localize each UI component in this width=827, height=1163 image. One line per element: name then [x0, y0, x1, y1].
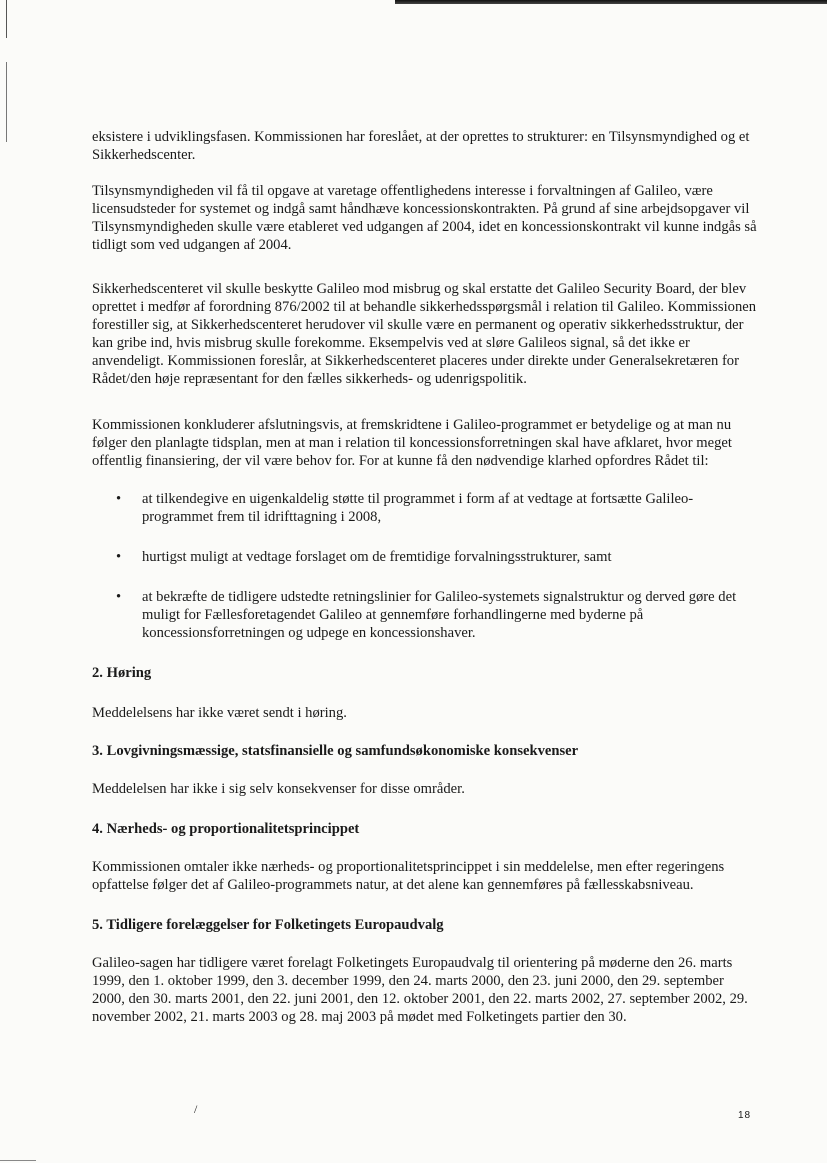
- section-5-heading: 5. Tidligere forelæggelser for Folketingets Europaudvalg: [92, 917, 444, 933]
- section-4-text: [92, 858, 760, 894]
- scan-speck: /: [194, 1102, 198, 1116]
- section-3-paragraph: Meddelelsen har ikke i sig selv konsekvenser for disse områder.: [92, 781, 465, 797]
- scan-edge-left: [6, 0, 7, 38]
- scan-edge-top: [395, 0, 827, 4]
- paragraph-3-text: Sikkerhedscenteret vil skulle beskytte Galileo mod misbrug og skal erstatte det Galileo Security Board, der blev oprettet i medfør af forordning 876/2002 til at behandle sikkerhedsspørgsmål i relation til Galileo. Kommissionen forestiller sig, at Sikkerhedscenteret herudover vil skulle være en permanent og operativ sikkerhedsstruktur, der kan gribe ind, hvis misbrug skulle forekomme. Eksempelvis ved at sløre Galileos signal, så det ikke er anvendeligt. Kommissionen foreslår, at Sikkerhedscenteret placeres under direkte under Generalsekretæren for Rådet/den høje repræsentant for den fælles sikkerheds- og udenrigspolitik.: [92, 281, 757, 387]
- bullet-text: hurtigst muligt at vedtage forslaget om de fremtidige forvalningsstrukturer, samt: [142, 549, 612, 565]
- bullet-text: at tilkendegive en uigenkaldelig støtte til programmet i form af at vedtage at fortsætte Galileo-programmet frem til idrifttagning i 2008,: [142, 491, 694, 525]
- bullet-text: at bekræfte de tidligere udstedte retningslinier for Galileo-systemets signalstruktur og derved gøre det muligt for Fællesforetagendet Galileo at gennemføre forhandlingerne med byderne på koncessionsforretningen og udpege en koncessionshaver.: [142, 589, 737, 641]
- paragraph-1: [92, 128, 760, 164]
- section-3-text: [92, 780, 760, 798]
- paragraph-2: [92, 182, 760, 254]
- paragraph-3: [92, 280, 760, 388]
- section-3-heading: 3. Lovgivningsmæssige, statsfinansielle og samfundsøkonomiske konsekvenser: [92, 743, 579, 759]
- section-5-text: [92, 954, 760, 1026]
- paragraph-4: [92, 416, 760, 470]
- bullet-icon: •: [116, 491, 122, 507]
- section-2-paragraph: Meddelelsens har ikke været sendt i høring.: [92, 705, 347, 721]
- section-4-heading: 4. Nærheds- og proportionalitetsprincippet: [92, 821, 360, 837]
- paragraph-2-text: Tilsynsmyndigheden vil få til opgave at varetage offentlighedens interesse i forvaltningen af Galileo, være licensudsteder for systemet og indgå samt håndhæve koncessionskontrakten. På grund af sine arbejdsopgaver vil Tilsynsmyndigheden skulle være etableret ved udgangen af 2004, idet en koncessionskontrakt vil kunne indgås så tidligt som ved udgangen af 2004.: [92, 183, 757, 253]
- scan-edge-left-lower: [6, 62, 7, 142]
- section-2-text: [92, 704, 760, 722]
- page-number: 18: [738, 1110, 752, 1121]
- bullet-icon: •: [116, 549, 122, 565]
- section-5-paragraph: Galileo-sagen har tidligere været forelagt Folketingets Europaudvalg til orientering på møderne den 26. marts 1999, den 1. oktober 1999, den 3. december 1999, den 24. marts 2000, den 23. juni 2000, den 29. september 2000, den 30. marts 2001, den 22. juni 2001, den 12. oktober 2001, den 22. marts 2002, 27. september 2002, 29. november 2002, 21. marts 2003 og 28. maj 2003 på mødet med Folketingets partier den 30.: [92, 955, 748, 1025]
- bullet-icon: •: [116, 589, 122, 605]
- scan-edge-bottom: [0, 1160, 36, 1161]
- section-4-paragraph: Kommissionen omtaler ikke nærheds- og proportionalitetsprincippet i sin meddelelse, men efter regeringens opfattelse følger det af Galileo-programmets natur, at det alene kan gennemføres på fællesskabsniveau.: [92, 859, 725, 893]
- section-2-heading: 2. Høring: [92, 665, 152, 681]
- paragraph-4-text: Kommissionen konkluderer afslutningsvis, at fremskridtene i Galileo-programmet er betydelige og at man nu følger den planlagte tidsplan, men at man i relation til koncessionsforretningen skal have afklaret, hvor meget offentlig finansiering, der vil være behov for. For at kunne få den nødvendige klarhed opfordres Rådet til:: [92, 417, 732, 469]
- paragraph-1-text: eksistere i udviklingsfasen. Kommissionen har foreslået, at der oprettes to strukturer: en Tilsynsmyndighed og et Sikkerhedscenter.: [92, 129, 750, 163]
